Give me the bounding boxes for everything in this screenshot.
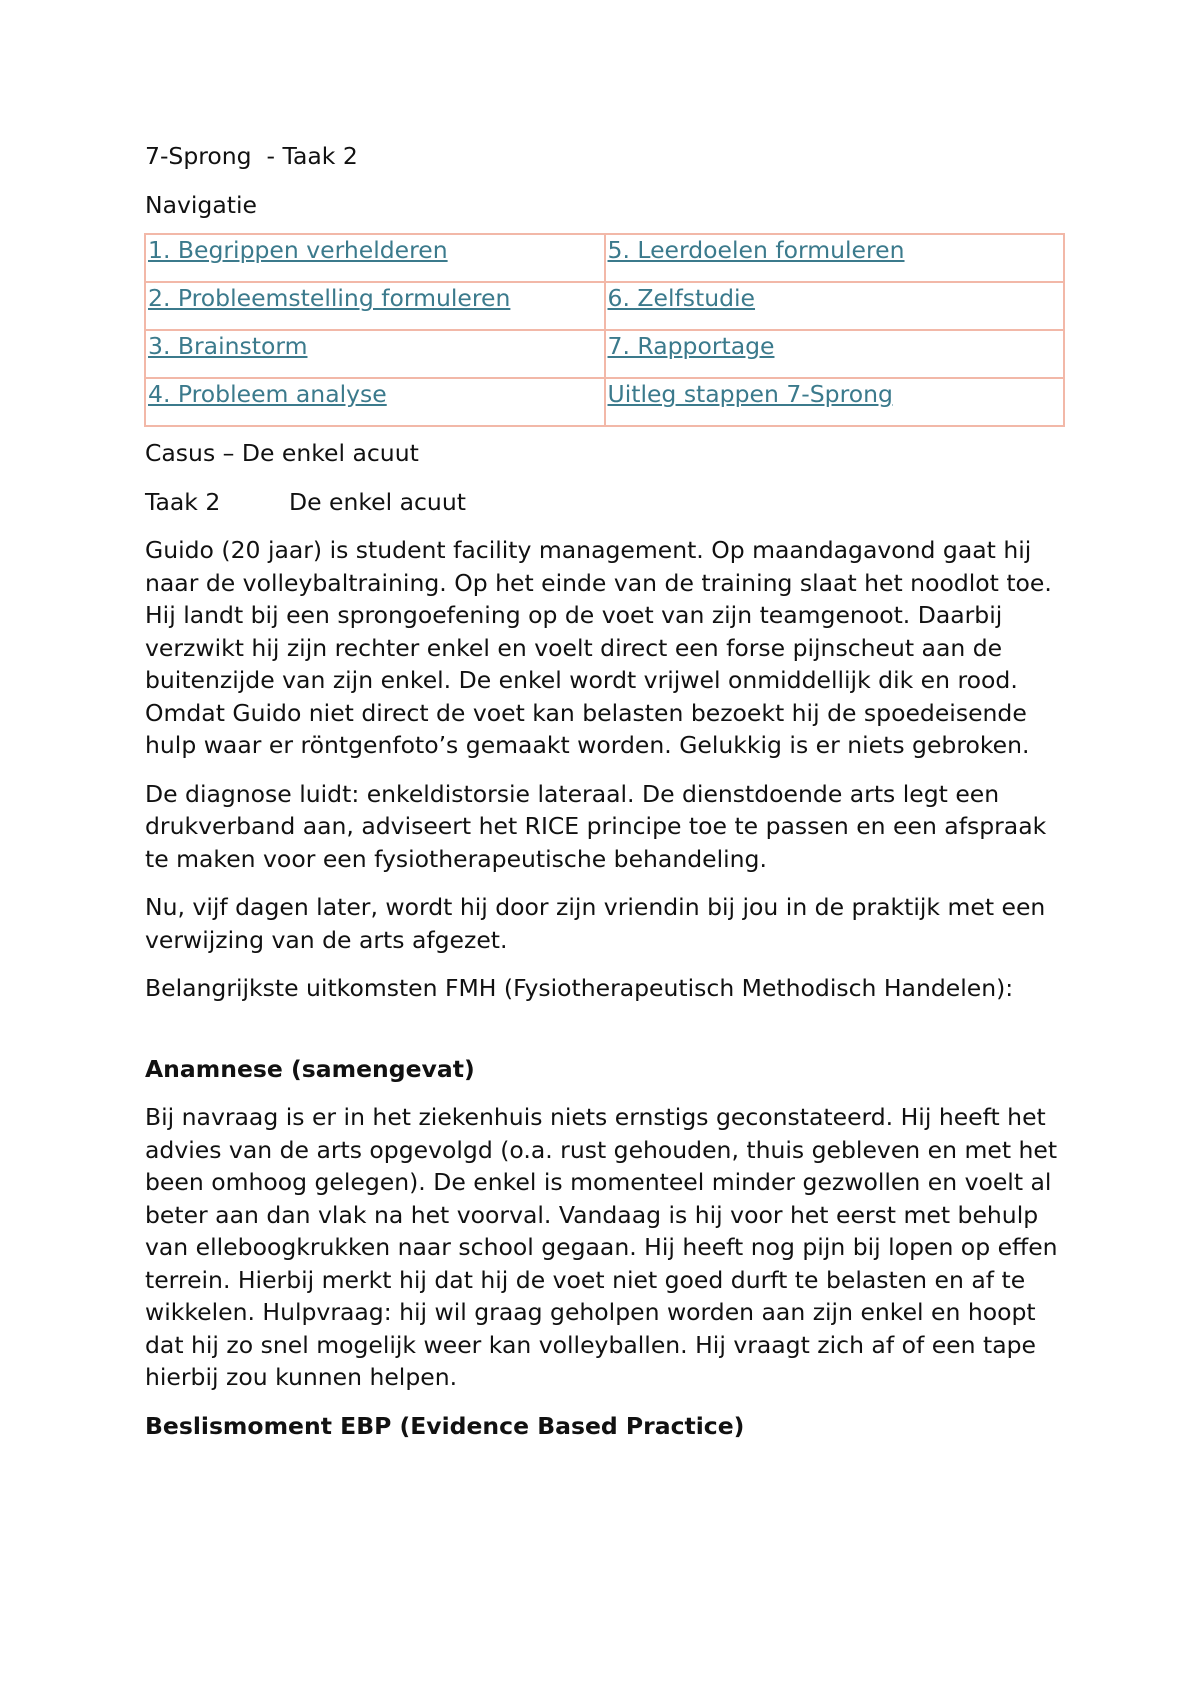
referral-paragraph: Nu, vijf dagen later, wordt hij door zijn vriendin bij jou in de praktijk met een verwijzing van de arts afgezet. (145, 893, 1046, 954)
navigation-cell (605, 378, 1065, 426)
blank-line (145, 1021, 1065, 1053)
diagnosis-paragraph: De diagnose luidt: enkeldistorsie lateraal. De dienstdoende arts legt een drukverband aan, adviseert het RICE principe toe te passen en een afspraak te maken voor een fysiotherapeutische behandeling. (145, 779, 1047, 873)
navigation-cell (145, 330, 605, 378)
document-page (145, 140, 1065, 1458)
navigation-cell (145, 378, 605, 426)
nav-link-probleemstelling-formuleren[interactable]: 2. Probleemstelling formuleren (148, 284, 511, 312)
task-label: Taak 2 (145, 487, 221, 516)
nav-link-probleem-analyse[interactable]: 4. Probleem analyse (148, 380, 387, 408)
outcomes-intro: Belangrijkste uitkomsten FMH (Fysiotherapeutisch Methodisch Handelen): (145, 974, 1014, 1002)
nav-link-begrippen-verhelderen[interactable]: 1. Begrippen verhelderen (148, 236, 448, 264)
navigation-cell (145, 234, 605, 282)
nav-link-zelfstudie[interactable]: 6. Zelfstudie (607, 284, 756, 312)
navigation-row (145, 234, 1064, 282)
nav-link-leerdoelen-formuleren[interactable]: 5. Leerdoelen formuleren (607, 236, 905, 264)
navigation-cell (605, 330, 1065, 378)
navigation-row (145, 330, 1064, 378)
navigation-row (145, 378, 1064, 426)
task-title: De enkel acuut (289, 487, 466, 516)
ebp-heading: Beslismoment EBP (Evidence Based Practice) (145, 1411, 745, 1440)
nav-link-rapportage[interactable]: 7. Rapportage (607, 332, 775, 360)
anamnese-paragraph: Bij navraag is er in het ziekenhuis niets ernstigs geconstateerd. Hij heeft het advies van de arts opgevolgd (o.a. rust gehouden, thuis gebleven en met het been omhoog gelegen). De enkel is momenteel minder gezwollen en voelt al beter aan dan vlak na het voorval. Vandaag is hij voor het eerst met behulp van elleboogkrukken naar school gegaan. Hij heeft nog pijn bij lopen op effen terrein. Hierbij merkt hij dat hij de voet niet goed durft te belasten en af te wikkelen. Hulpvraag: hij wil graag geholpen worden aan zijn enkel en hoopt dat hij zo snel mogelijk weer kan volleyballen. Hij vraagt zich af of een tape hierbij zou kunnen helpen. (145, 1103, 1058, 1391)
anamnese-heading: Anamnese (samengevat) (145, 1054, 475, 1083)
navigation-row (145, 282, 1064, 330)
navigation-table (144, 233, 1065, 427)
nav-link-uitleg-stappen[interactable]: Uitleg stappen 7-Sprong (607, 380, 893, 408)
task-line (145, 486, 1065, 519)
case-title: Casus – De enkel acuut (145, 439, 419, 467)
navigation-cell (605, 234, 1065, 282)
document-title: 7-Sprong - Taak 2 (145, 142, 358, 170)
navigation-cell (605, 282, 1065, 330)
nav-link-brainstorm[interactable]: 3. Brainstorm (148, 332, 308, 360)
case-paragraph: Guido (20 jaar) is student facility management. Op maandagavond gaat hij naar de volleybaltraining. Op het einde van de training slaat het noodlot toe. Hij landt bij een sprongoefening op de voet van zijn teamgenoot. Daarbij verzwikt hij zijn rechter enkel en voelt direct een forse pijnscheut aan de buitenzijde van zijn enkel. De enkel wordt vrijwel onmiddellijk dik en rood. Omdat Guido niet direct de voet kan belasten bezoekt hij de spoedeisende hulp waar er röntgenfoto’s gemaakt worden. Gelukkig is er niets gebroken. (145, 536, 1052, 759)
navigation-cell (145, 282, 605, 330)
navigation-heading: Navigatie (145, 190, 257, 219)
